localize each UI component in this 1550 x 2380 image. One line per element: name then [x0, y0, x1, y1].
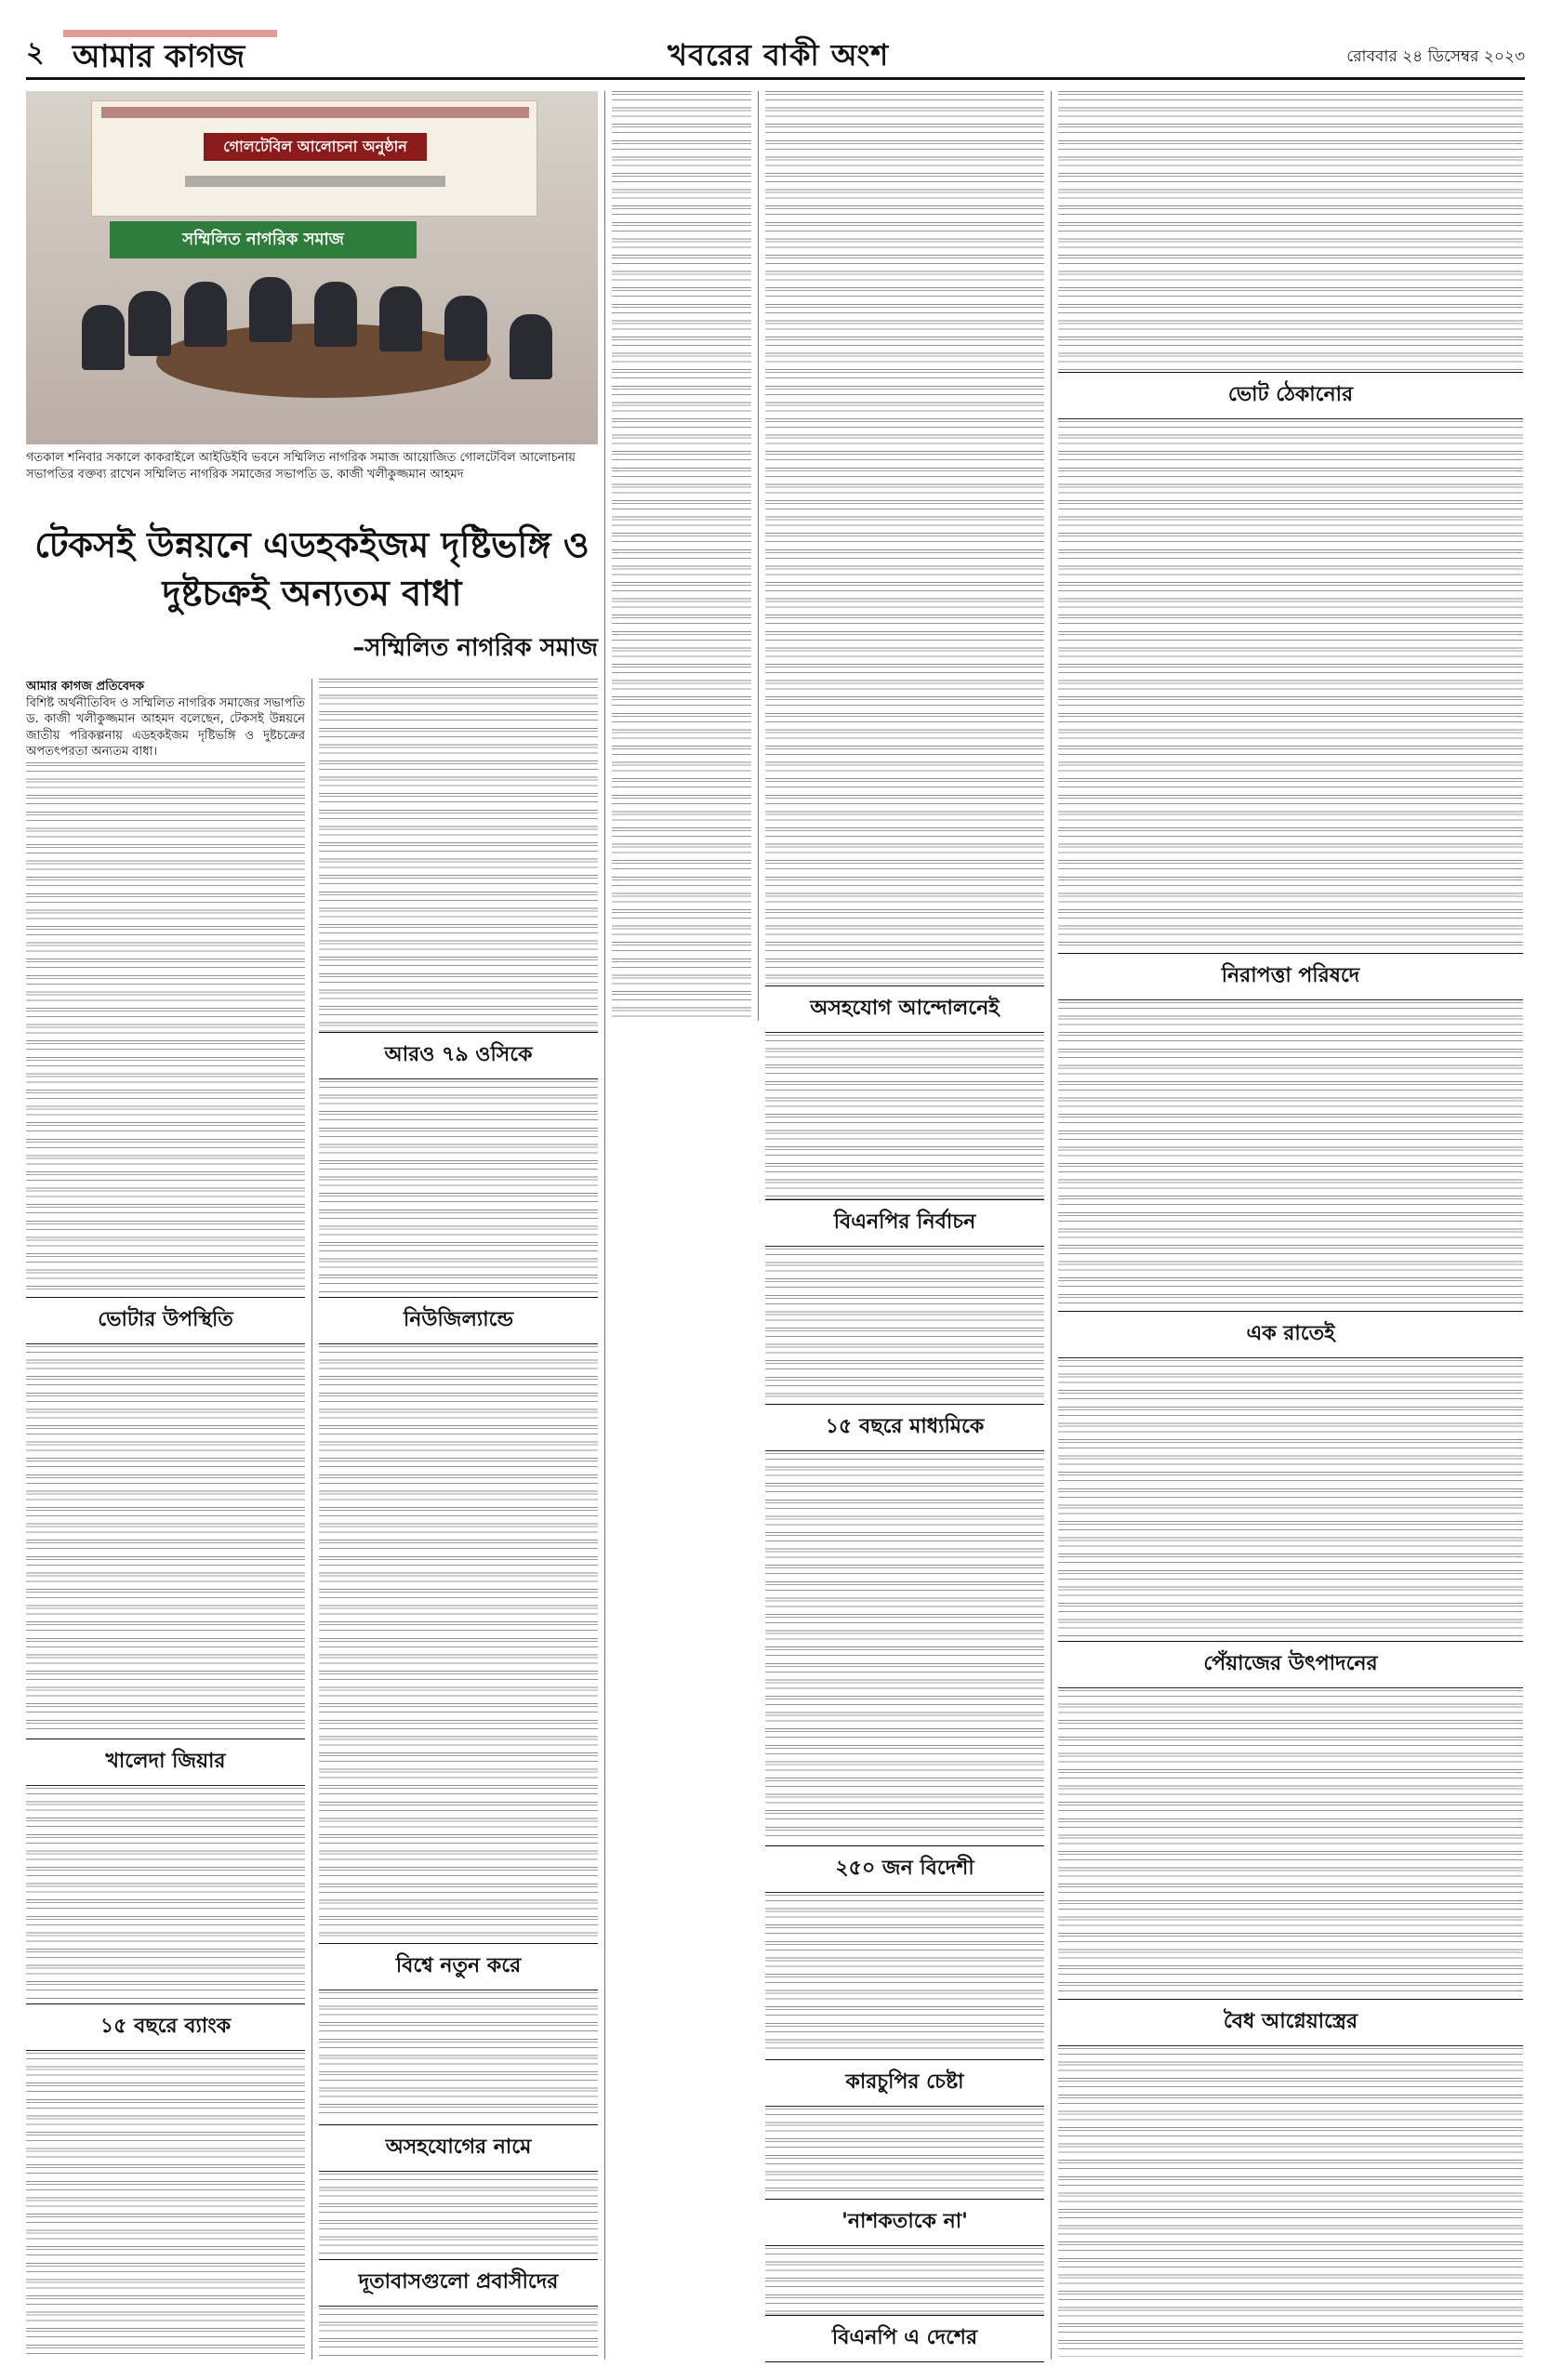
paper-logo — [63, 24, 277, 74]
section-head: বিএনপির নির্বাচন — [765, 1199, 1044, 1247]
date-line: রোববার ২৪ ডিসেম্বর ২০২৩ — [1346, 47, 1525, 66]
section-head: ভোটার উপস্থিতি — [26, 1297, 305, 1344]
section-head: ১৫ বছরে ব্যাংক — [26, 2003, 305, 2051]
section-head: ১৫ বছরে মাধ্যমিকে — [765, 1404, 1044, 1451]
banner-band — [110, 221, 417, 258]
section-head: কারচুপির চেষ্টা — [765, 2059, 1044, 2107]
paper-name: আমার কাগজ — [73, 38, 245, 74]
page-number: ২ — [26, 36, 45, 69]
section-head: দূতাবাসগুলো প্রবাসীদের — [319, 2259, 598, 2307]
section-head: অসহযোগের নামে — [319, 2124, 598, 2172]
lead-body-col-2 — [319, 679, 598, 1032]
section-head: এক রাতেই — [1058, 1311, 1523, 1358]
section-head: ভোট ঠেকানোর — [1058, 372, 1523, 419]
banner-title: গোলটেবিল আলোচনা অনুষ্ঠান — [223, 138, 407, 155]
lead-byline: –সম্মিলিত নাগরিক সমাজ — [352, 634, 598, 662]
section-head: বৈধ আগ্নেয়াস্ত্রের — [1058, 1999, 1523, 2046]
section-head: নিরাপত্তা পরিষদে — [1058, 953, 1523, 1000]
section-head: ২৫০ জন বিদেশী — [765, 1845, 1044, 1893]
section-head: খালেদা জিয়ার — [26, 1739, 305, 1786]
section-head: আরও ৭৯ ওসিকে — [319, 1032, 598, 1079]
reporter: আমার কাগজ প্রতিবেদক — [26, 680, 144, 694]
lead-body-col-1 — [26, 679, 305, 1292]
news-photo — [26, 91, 598, 444]
section-head: অসহযোগ আন্দোলনেই — [765, 985, 1044, 1033]
lead-headline: টেকসই উন্নয়নে এডহকইজম দৃষ্টিভঙ্গি ও দুষ্টচক্রই অন্যতম বাধা — [34, 523, 590, 614]
masthead — [26, 22, 1525, 80]
photo-caption: গতকাল শনিবার সকালে কাকরাইলে আইডিইবি ভবনে সম্মিলিত নাগরিক সমাজ আয়োজিত গোলটেবিল আলোচনায় সভাপতির বক্তব্য রাখেন সম্মিলিত নাগরিক সমাজের সভাপতি ড. কাজী খলীকুজ্জমান আহমদ — [26, 451, 576, 482]
section-head: বিশ্বে নতুন করে — [319, 1943, 598, 1990]
photo-banner — [91, 100, 537, 217]
section-head: বিএনপি এ দেশের — [765, 2315, 1044, 2362]
section-head: 'নাশকতাকে না' — [765, 2199, 1044, 2246]
lead-intro: বিশিষ্ট অর্থনীতিবিদ ও সম্মিলিত নাগরিক সমাজের সভাপতি ড. কাজী খলীকুজ্জমান আহমদ বলেছেন, টেকসই উন্নয়নে জাতীয় পরিকল্পনায় এডহকইজম দৃষ্টিভঙ্গি ও দুষ্টচক্রের অপতৎপরতা অন্যতম বাধা। — [26, 695, 305, 760]
banner-band-label: সম্মিলিত নাগরিক সমাজ — [182, 230, 344, 249]
section-title: খবরের বাকী অংশ — [668, 37, 890, 73]
section-head: পেঁয়াজের উৎপাদনের — [1058, 1641, 1523, 1688]
section-head: নিউজিল্যান্ডে — [319, 1297, 598, 1344]
